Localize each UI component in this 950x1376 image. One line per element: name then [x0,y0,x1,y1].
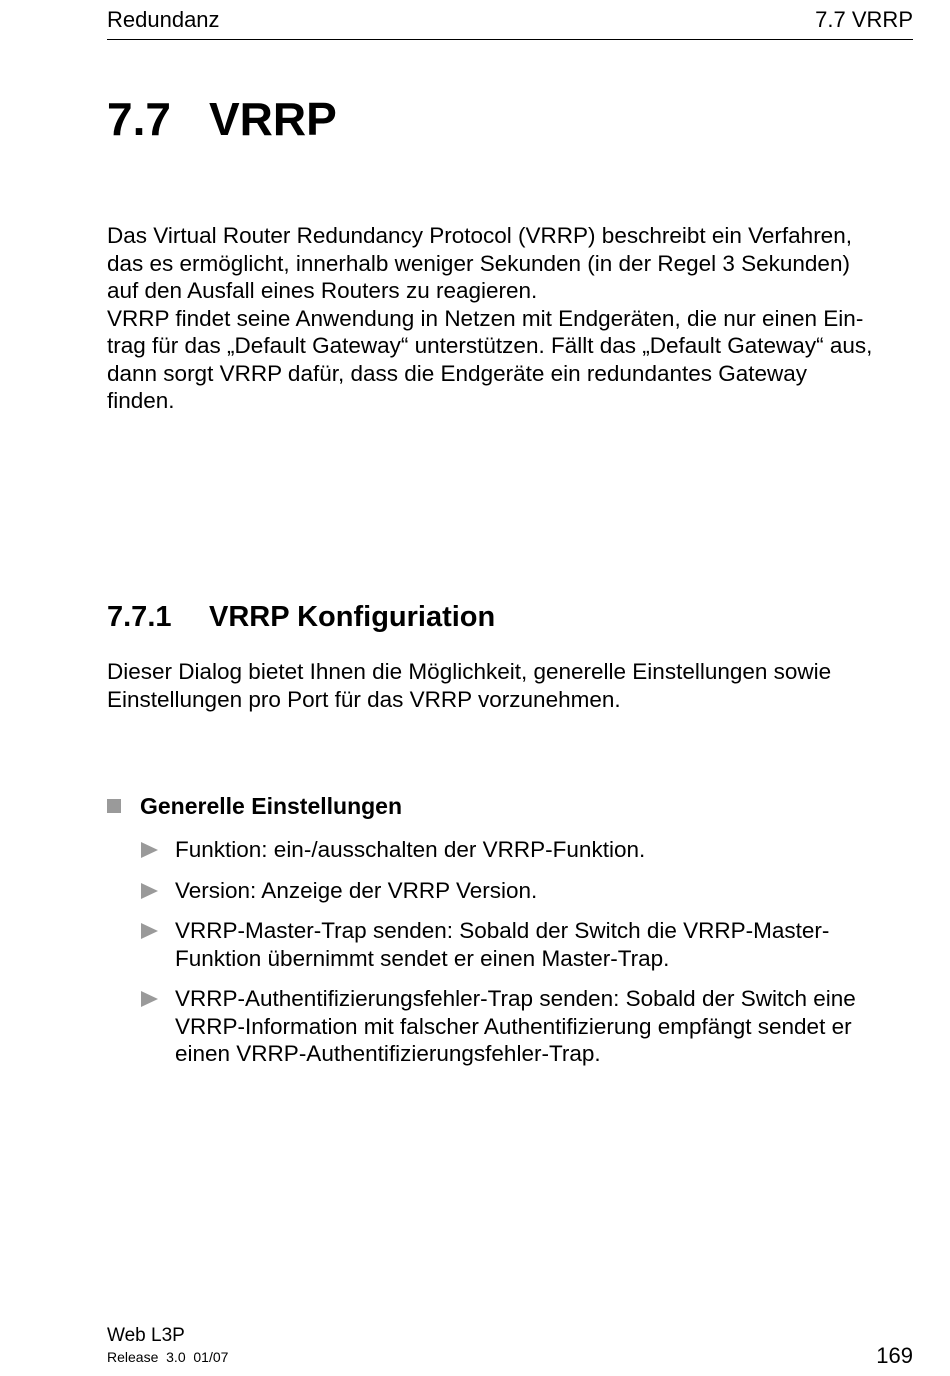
text-line: einen VRRP-Authentifizierungsfehler-Trap. [175,1041,601,1066]
triangle-bullet-icon [141,923,158,939]
text-line: VRRP-Authentifizierungsfehler-Trap senden: Sobald der Switch eine [175,986,856,1011]
text-line: VRRP findet seine Anwendung in Netzen mit Endgeräten, die nur einen Ein- [107,305,864,331]
text-line: das es ermöglicht, innerhalb weniger Sekunden (in der Regel 3 Sekunden) [107,250,850,276]
text-line: Funktion übernimmt sendet er einen Master-Trap. [175,945,670,971]
section-heading [107,92,337,146]
general-settings-heading [107,793,402,820]
section-number: 7.7 [107,93,171,145]
subsection-intro-paragraph [107,658,913,713]
running-header [107,7,913,40]
text-line: Dieser Dialog bietet Ihnen die Möglichkeit, generelle Einstellungen sowie [107,659,832,684]
footer-product: Web L3P [107,1325,185,1346]
document-page [107,0,913,1376]
footer-release: Release 3.0 01/07 [107,1349,229,1365]
subsection-title: VRRP Konfiguriation [209,601,496,633]
subsection-heading [107,601,495,634]
text-line: Version: Anzeige der VRRP Version. [175,877,538,903]
general-settings-list [141,836,913,1081]
general-settings-title: Generelle Einstellungen [140,793,403,819]
list-item [141,917,913,972]
page-number: 169 [876,1343,913,1368]
text-line: trag für das „Default Gateway“ unterstützen. Fällt das „Default Gateway“ aus, [107,333,873,358]
text-line: VRRP-Master-Trap senden: Sobald der Switch die VRRP-Master- [175,918,830,943]
text-line: Einstellungen pro Port für das VRRP vorzunehmen. [107,686,621,712]
section-title: VRRP [209,93,337,145]
text-line: dann sorgt VRRP dafür, dass die Endgeräte ein redundantes Gateway [107,360,808,386]
list-item [141,836,913,864]
triangle-bullet-icon [141,883,158,899]
triangle-bullet-icon [141,842,158,858]
footer-product-info [107,1325,228,1365]
triangle-bullet-icon [141,991,158,1007]
list-item [141,985,913,1068]
text-line: auf den Ausfall eines Routers zu reagieren. [107,278,538,303]
text-line: Funktion: ein-/ausschalten der VRRP-Funktion. [175,837,646,862]
list-item [141,877,913,905]
section-intro-paragraph [107,222,913,415]
header-section: 7.7 VRRP [815,7,913,32]
text-line: VRRP-Information mit falscher Authentifizierung empfängt sendet er [175,1013,852,1039]
text-line: Das Virtual Router Redundancy Protocol (VRRP) beschreibt ein Verfahren, [107,223,852,248]
square-bullet-icon [107,799,121,813]
subsection-number: 7.7.1 [107,601,172,633]
text-line: finden. [107,388,175,413]
header-chapter: Redundanz [107,7,220,32]
